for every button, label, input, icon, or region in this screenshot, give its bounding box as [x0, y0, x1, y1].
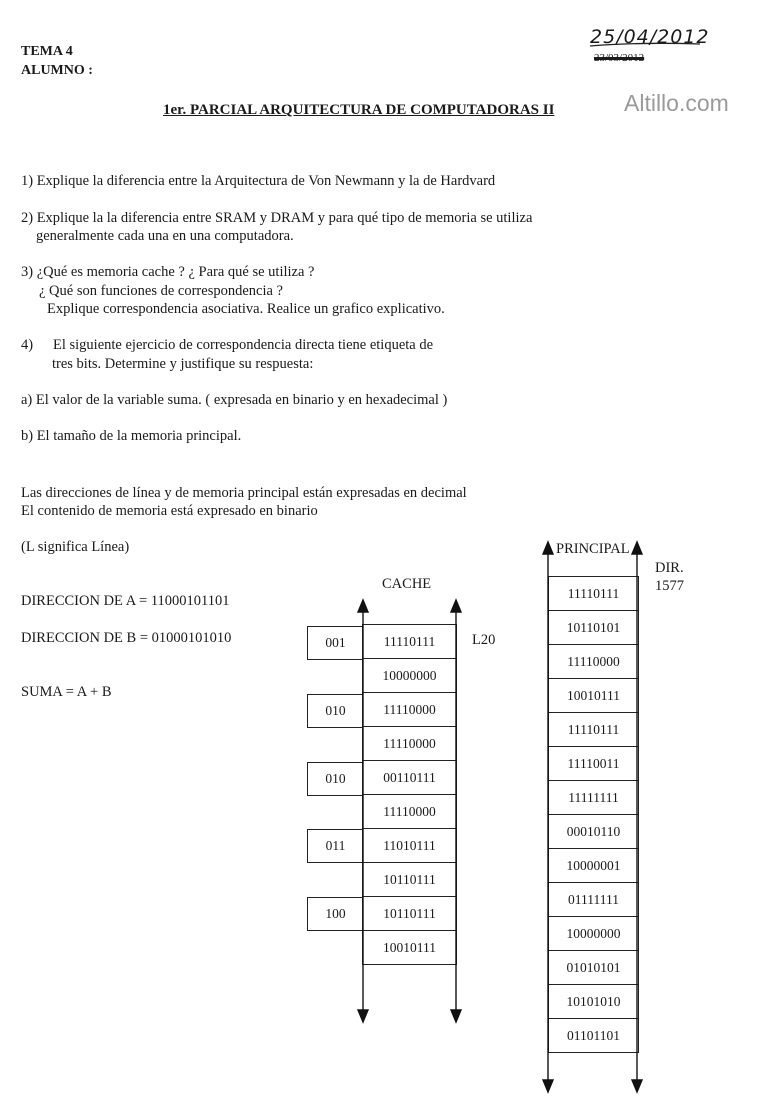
question-b: b) El tamaño de la memoria principal.: [21, 428, 242, 444]
note-line-2: El contenido de memoria está expresado en binario: [21, 503, 318, 519]
cache-row: 00110111: [362, 760, 457, 795]
cache-row: 10010111: [362, 930, 457, 965]
principal-left-arrow-head-down: [543, 1080, 553, 1092]
principal-row: 10110101: [548, 610, 639, 645]
cache-row: 11110111: [362, 624, 457, 659]
exam-title: 1er. PARCIAL ARQUITECTURA DE COMPUTADORAS II: [163, 102, 555, 118]
principal-dir-label: DIR.: [655, 560, 684, 576]
question-3-line-1: 3) ¿Qué es memoria cache ? ¿ Para qué se utiliza ?: [21, 264, 315, 280]
cache-row: 11110000: [362, 692, 457, 727]
cache-row: 10000000: [362, 658, 457, 693]
struck-date: 23/03/2012: [594, 52, 645, 64]
cache-row: 11110000: [362, 794, 457, 829]
direccion-a: DIRECCION DE A = 11000101101: [21, 593, 230, 609]
principal-right-arrow-head-down: [632, 1080, 642, 1092]
principal-row: 11110111: [548, 712, 639, 747]
cache-tag-box: 100: [307, 897, 364, 931]
note-line-3: (L significa Línea): [21, 539, 130, 555]
cache-left-arrow-head-down: [358, 1010, 368, 1022]
cache-tag-box: 010: [307, 694, 364, 728]
cache-line-label: L20: [472, 632, 496, 648]
principal-row: 01101101: [548, 1018, 639, 1053]
note-line-1: Las direcciones de línea y de memoria principal están expresadas en decimal: [21, 485, 467, 501]
cache-row: 11010111: [362, 828, 457, 863]
principal-label: PRINCIPAL: [556, 541, 630, 557]
cache-right-arrow-head-up: [451, 600, 461, 612]
alumno-label: ALUMNO :: [21, 63, 93, 78]
watermark: Altillo.com: [624, 90, 729, 116]
cache-label: CACHE: [382, 576, 432, 592]
question-4-line-2: tres bits. Determine y justifique su respuesta:: [52, 356, 314, 372]
cache-right-arrow-head-down: [451, 1010, 461, 1022]
principal-row: 11110011: [548, 746, 639, 781]
principal-row: 10000001: [548, 848, 639, 883]
principal-row: 10101010: [548, 984, 639, 1019]
question-3-line-3: Explique correspondencia asociativa. Realice un grafico explicativo.: [47, 301, 445, 317]
cache-row: 10110111: [362, 862, 457, 897]
cache-row: 11110000: [362, 726, 457, 761]
principal-row: 10010111: [548, 678, 639, 713]
principal-row: 01111111: [548, 882, 639, 917]
cache-left-arrow-head-up: [358, 600, 368, 612]
direccion-b: DIRECCION DE B = 01000101010: [21, 630, 232, 646]
principal-row: 01010101: [548, 950, 639, 985]
question-2-line-2: generalmente cada una en una computadora.: [36, 228, 294, 244]
principal-row: 11110000: [548, 644, 639, 679]
suma-formula: SUMA = A + B: [21, 684, 112, 700]
principal-dir-value: 1577: [655, 578, 684, 594]
cache-tag-box: 011: [307, 829, 364, 863]
cache-tag-box: 001: [307, 626, 364, 660]
question-4-line-1: El siguiente ejercicio de correspondencia directa tiene etiqueta de: [53, 337, 434, 353]
principal-left-arrow-head-up: [543, 542, 553, 554]
question-2-line-1: 2) Explique la la diferencia entre SRAM y DRAM y para qué tipo de memoria se utiliza: [21, 210, 533, 226]
question-a: a) El valor de la variable suma. ( expresada en binario y en hexadecimal ): [21, 392, 448, 408]
handwritten-date: 25/04/2012: [590, 26, 710, 48]
principal-row: 10000000: [548, 916, 639, 951]
principal-row: 11111111: [548, 780, 639, 815]
date-underline: [590, 43, 700, 46]
cache-tag-box: 010: [307, 762, 364, 796]
question-4-number: 4): [21, 337, 34, 353]
cache-row: 10110111: [362, 896, 457, 931]
tema-label: TEMA 4: [21, 44, 73, 59]
principal-row: 00010110: [548, 814, 639, 849]
principal-right-arrow-head-up: [632, 542, 642, 554]
question-1: 1) Explique la diferencia entre la Arquitectura de Von Newmann y la de Hardvard: [21, 173, 496, 189]
question-3-line-2: ¿ Qué son funciones de correspondencia ?: [39, 283, 283, 299]
principal-row: 11110111: [548, 576, 639, 611]
